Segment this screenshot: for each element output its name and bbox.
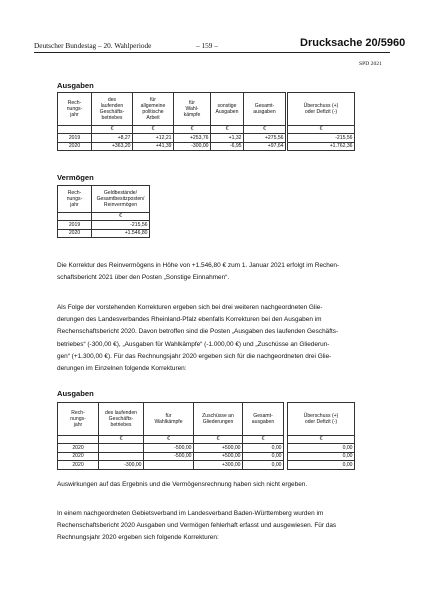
- header-left: Deutscher Bundestag – 20. Wahlperiode: [34, 41, 152, 50]
- expenses-table: [57, 92, 286, 151]
- corrections-unit-cell: €: [99, 436, 144, 444]
- corrections-surplus-row: [288, 461, 355, 470]
- expenses-cell: +275,56: [244, 134, 286, 143]
- corrections-table: [57, 402, 284, 470]
- expenses-header-cell: Rech- nungs- jahr: [58, 93, 92, 126]
- corrections-cell: +500,00: [194, 444, 243, 453]
- corrections-cell: 2020: [58, 444, 99, 453]
- corrections-cell: [144, 461, 194, 470]
- party-label: SPD 2021: [359, 61, 382, 67]
- corrections-surplus-row: [288, 452, 355, 461]
- surplus-unit-row: [288, 126, 355, 134]
- expenses-row: [58, 142, 286, 151]
- section-title-ausgaben-2: Ausgaben: [57, 389, 94, 398]
- paragraph-4: [57, 508, 336, 545]
- surplus-cell: +1.762,36: [288, 142, 355, 151]
- corrections-row: [58, 444, 284, 453]
- corrections-header-cell: Zuschüsse an Gliederungen: [194, 403, 243, 436]
- corrections-surplus-header-cell: Überschuss (+) oder Defizit (-): [288, 403, 355, 436]
- text-line: Als Folge der vorstehenden Korrekturen ergeben sich bei drei weiteren nachgeordneten Glie-: [57, 304, 323, 311]
- expenses-unit-cell: €: [133, 126, 174, 134]
- surplus-table: [287, 92, 355, 151]
- expenses-header-cell: sonstige Ausgaben: [211, 93, 244, 126]
- text-line: gen“ (+1.300,00 €). Für das Rechnungsjahr 2020 ergeben sich für die nachgeordneten drei Glie-: [57, 352, 332, 360]
- assets-cell: 2019: [58, 221, 92, 230]
- assets-header-cell: Rech- nungs- jahr: [58, 186, 92, 213]
- expenses-cell: -300,00: [174, 142, 211, 151]
- corrections-unit-cell: [58, 436, 99, 444]
- paragraph-3: [57, 479, 307, 491]
- corrections-surplus-cell: 0,00: [288, 452, 355, 461]
- corrections-cell: +500,00: [194, 452, 243, 461]
- corrections-cell: -500,00: [144, 452, 194, 461]
- corrections-row: [58, 452, 284, 461]
- corrections-surplus-cell: 0,00: [288, 461, 355, 470]
- expenses-header-cell: für allgemeine politische Arbeit: [133, 93, 174, 126]
- corrections-cell: 0,00: [243, 461, 284, 470]
- assets-table: [57, 185, 150, 238]
- text-line: derungen im Einzelnen folgende Korrekturen:: [57, 365, 187, 373]
- corrections-header-cell: des laufenden Geschäfts- betriebes: [99, 403, 144, 436]
- corrections-unit-cell: €: [194, 436, 243, 444]
- text-line: betriebes“ (-300,00 €), „Ausgaben für Wahlkämpfe“ (-1.000,00 €) und „Zuschüsse an Gliederun-: [57, 340, 330, 348]
- doc-label: Drucksache 20/: [300, 37, 381, 49]
- expenses-unit-cell: €: [92, 126, 133, 134]
- corrections-unit-cell: €: [243, 436, 284, 444]
- surplus-row: [288, 142, 355, 151]
- assets-unit-row: [58, 213, 150, 221]
- corrections-surplus-unit-cell: €: [288, 436, 355, 444]
- expenses-cell: -6,95: [211, 142, 244, 151]
- assets-header-row: [58, 186, 150, 213]
- corrections-cell: 2020: [58, 452, 99, 461]
- expenses-cell: +1,32: [211, 134, 244, 143]
- expenses-header-cell: Gesamt- ausgaben: [244, 93, 286, 126]
- expenses-unit-row: [58, 126, 286, 134]
- expenses-row: [58, 134, 286, 143]
- corrections-header-cell: für Wahlkämpfe: [144, 403, 194, 436]
- expenses-unit-cell: [58, 126, 92, 134]
- corrections-cell: +300,00: [194, 461, 243, 470]
- surplus-unit-cell: €: [288, 126, 355, 134]
- expenses-header-row: [58, 93, 286, 126]
- paragraph-2: [57, 302, 338, 375]
- corrections-header-cell: Rech- nungs- jahr: [58, 403, 99, 436]
- surplus-header-cell: Überschuss (+) oder Defizit (-): [288, 93, 355, 126]
- corrections-cell: -300,00: [99, 461, 144, 470]
- surplus-cell: -215,56: [288, 134, 355, 143]
- corrections-row: [58, 461, 284, 470]
- corrections-cell: [99, 452, 144, 461]
- section-title-ausgaben: Ausgaben: [57, 81, 94, 90]
- paragraph-1: [57, 260, 339, 284]
- corrections-cell: 0,00: [243, 452, 284, 461]
- expenses-unit-cell: €: [211, 126, 244, 134]
- assets-cell: -215,56: [92, 221, 150, 230]
- assets-cell: +1.546,80: [92, 229, 150, 238]
- text-line: Rechenschaftsbericht 2020. Davon betroffen sind die Posten „Ausgaben des laufenden Geschäfts-: [57, 328, 339, 336]
- expenses-cell: +8,27: [92, 134, 133, 143]
- corrections-cell: [99, 444, 144, 453]
- corrections-header-row: [58, 403, 284, 436]
- surplus-header-row: [288, 93, 355, 126]
- assets-header-cell: Geldbestände/ Gesamtbesitzposten/ Reinvermögen: [92, 186, 150, 213]
- text-line: In einem nachgeordneten Gebietsverband im Landesverband Baden-Württemberg wurden im: [57, 510, 324, 517]
- text-line: derungen des Landesverbandes Rheinland-Pfalz ebenfalls Korrekturen bei den Ausgaben im: [57, 316, 322, 324]
- expenses-unit-cell: €: [174, 126, 211, 134]
- corrections-cell: 2020: [58, 461, 99, 470]
- corrections-unit-row: [58, 436, 284, 444]
- expenses-header-cell: des laufenden Geschäfts- betriebes: [92, 93, 133, 126]
- corrections-header-cell: Gesamt- ausgaben: [243, 403, 284, 436]
- assets-row: [58, 221, 150, 230]
- text-line: schaftsbericht 2021 über den Posten „Sonstige Einnahmen“.: [57, 274, 230, 282]
- text-line: Rechnungsjahr 2020 ergeben sich folgende Korrekturen:: [57, 534, 219, 542]
- assets-row: [58, 229, 150, 238]
- page-number: – 159 –: [196, 41, 218, 50]
- assets-unit-cell: €: [92, 213, 150, 221]
- assets-cell: 2020: [58, 229, 92, 238]
- expenses-cell: +363,20: [92, 142, 133, 151]
- corrections-cell: 0,00: [243, 444, 284, 453]
- corrections-surplus-table: [287, 402, 355, 470]
- corrections-surplus-cell: 0,00: [288, 444, 355, 453]
- corrections-surplus-unit-row: [288, 436, 355, 444]
- corrections-surplus-header-row: [288, 403, 355, 436]
- header-rule: [34, 52, 390, 53]
- expenses-cell: 2019: [58, 134, 92, 143]
- expenses-cell: +41,39: [133, 142, 174, 151]
- surplus-row: [288, 134, 355, 143]
- expenses-cell: +12,21: [133, 134, 174, 143]
- document-number: [300, 37, 405, 49]
- expenses-unit-cell: €: [244, 126, 286, 134]
- corrections-surplus-row: [288, 444, 355, 453]
- expenses-header-cell: für Wahl- kämpfe: [174, 93, 211, 126]
- assets-unit-cell: [58, 213, 92, 221]
- text-line: Die Korrektur des Reinvermögens in Höhe von +1.546,80 € zum 1. Januar 2021 erfolgt im Rechen-: [57, 262, 340, 269]
- expenses-cell: 2020: [58, 142, 92, 151]
- text-line: Auswirkungen auf das Ergebnis und die Vermögensrechnung haben sich nicht ergeben.: [57, 481, 308, 488]
- doc-number: 5960: [380, 37, 406, 49]
- expenses-cell: +97,64: [244, 142, 286, 151]
- section-title-vermoegen: Vermögen: [57, 173, 94, 182]
- corrections-unit-cell: €: [144, 436, 194, 444]
- text-line: Rechenschaftsbericht 2020 Ausgaben und Vermögen fehlerhaft erfasst und ausgewiesen. Für das: [57, 522, 337, 530]
- expenses-cell: +253,76: [174, 134, 211, 143]
- corrections-cell: -500,00: [144, 444, 194, 453]
